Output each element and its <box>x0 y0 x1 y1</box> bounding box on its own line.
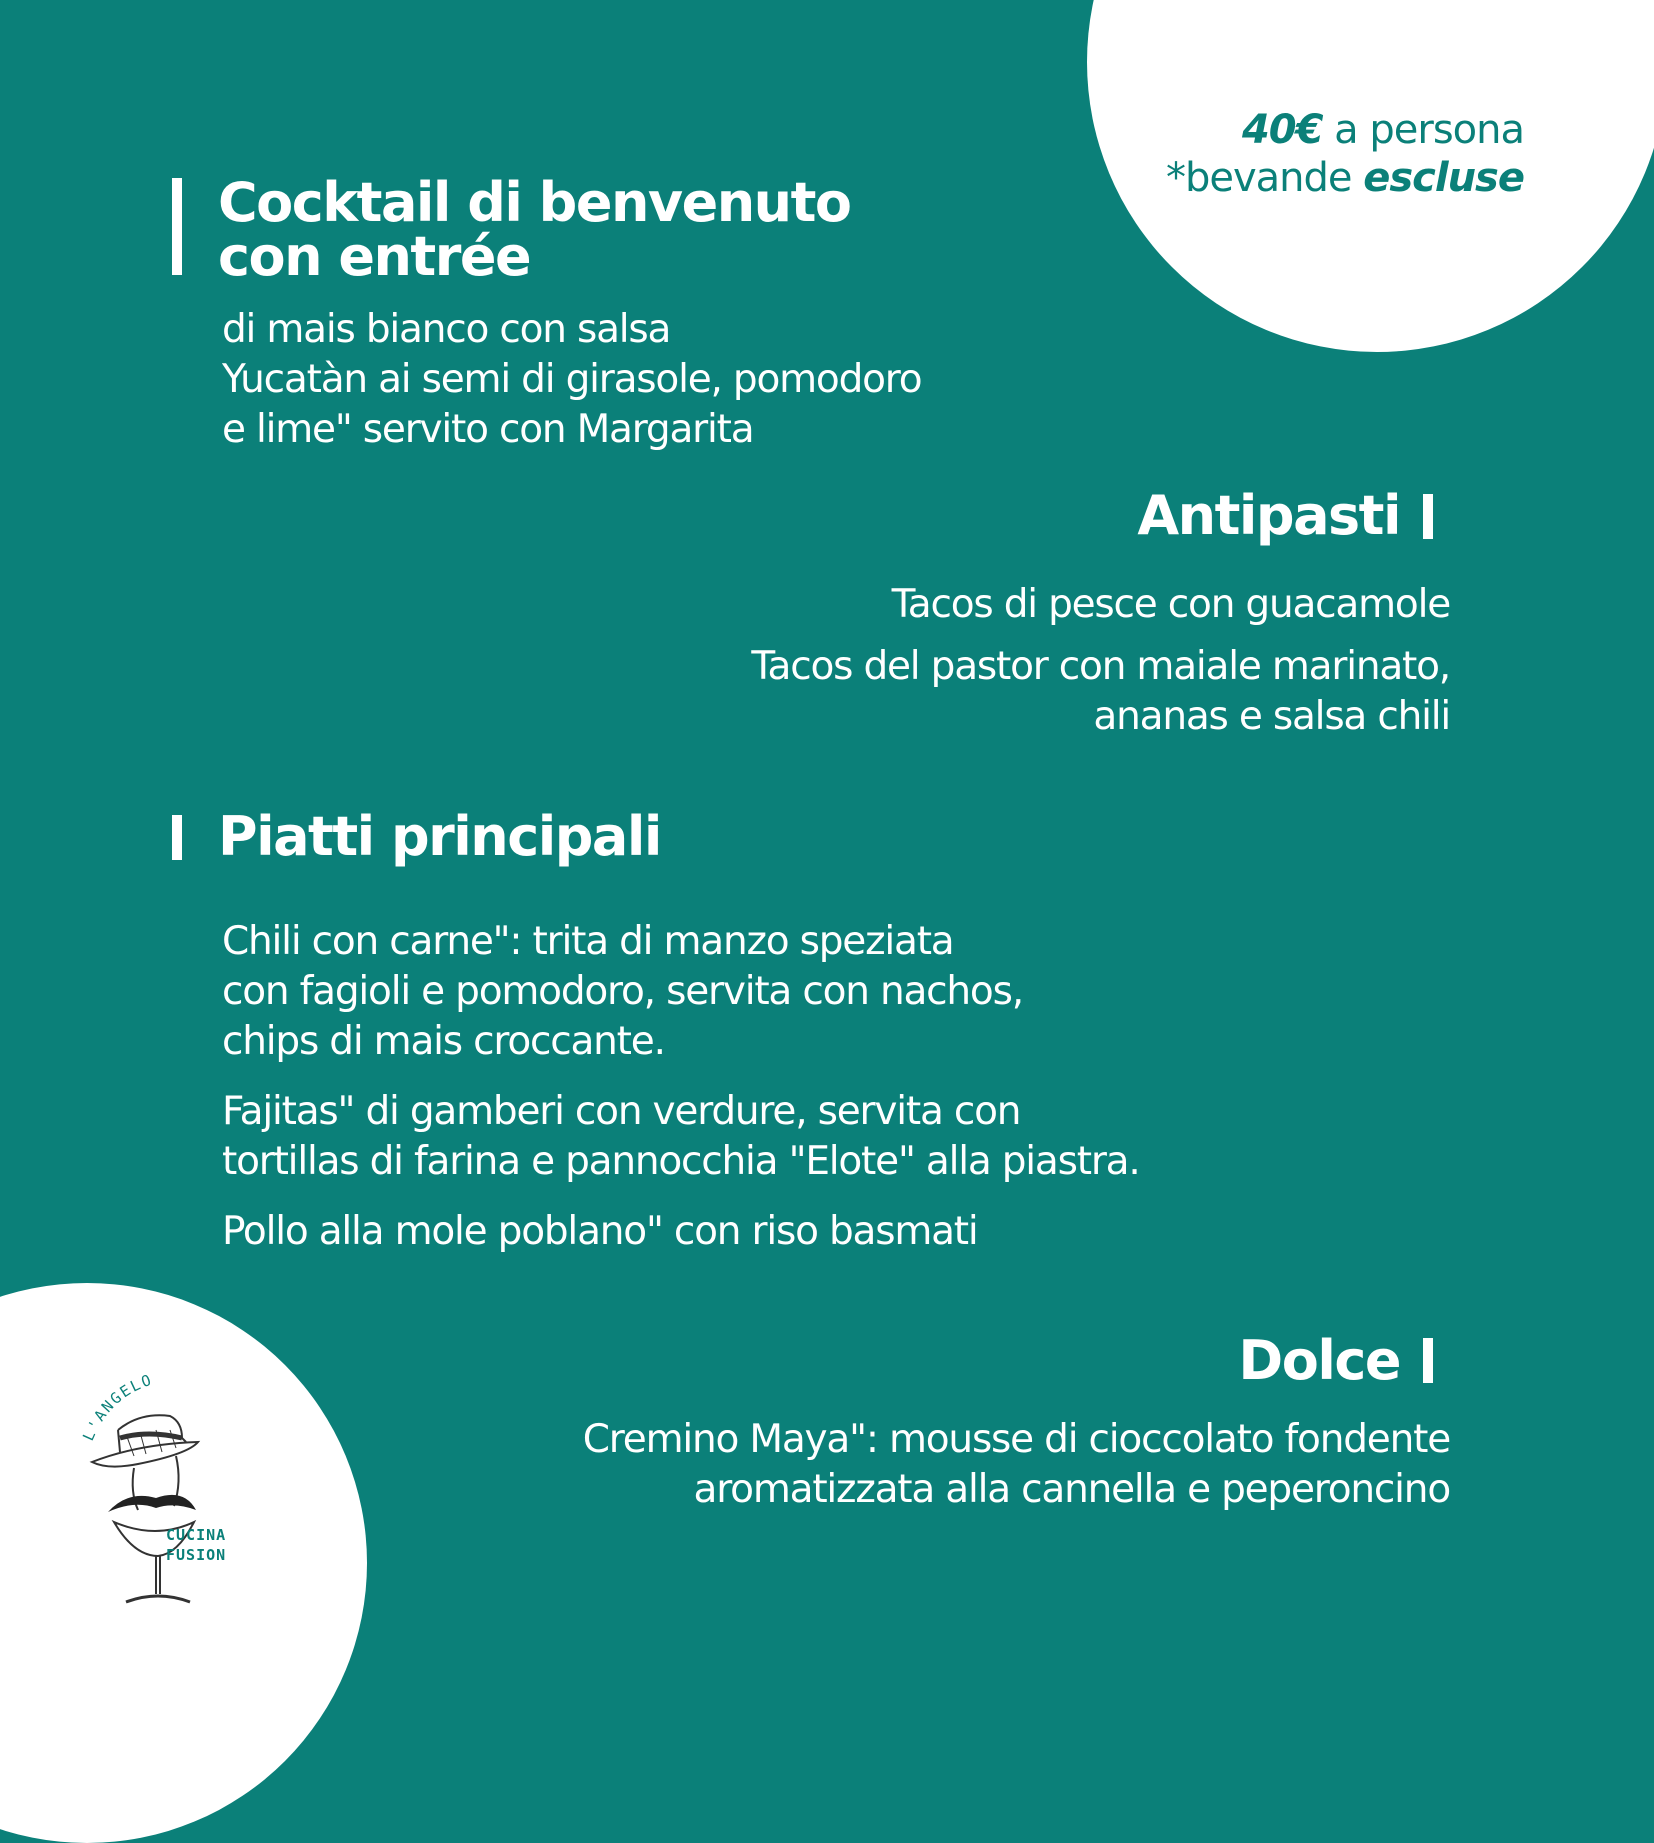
logo-arc-text: L'ANGELO <box>79 1372 156 1444</box>
antipasti-title: Antipasti <box>1137 484 1400 547</box>
section-marker-bar <box>172 815 182 860</box>
piatti-item: con fagioli e pomodoro, servita con nachos, <box>222 969 1023 1014</box>
piatti-item: Fajitas" di gamberi con verdure, servita con <box>222 1089 1021 1134</box>
hat-mustache-glass-icon <box>78 1372 258 1612</box>
price-amount: 40€ <box>1241 107 1323 153</box>
dolce-description <box>583 1415 1450 1515</box>
section-marker-bar <box>1423 494 1433 539</box>
piatti-items <box>222 917 1140 1257</box>
cocktail-description <box>222 305 921 455</box>
antipasti-item: Tacos del pastor con maiale marinato, <box>751 644 1450 689</box>
price-note <box>1166 106 1524 202</box>
price-per-person: a persona <box>1322 107 1524 153</box>
piatti-title: Piatti principali <box>218 805 661 868</box>
drinks-excluded: escluse <box>1363 155 1524 201</box>
cocktail-line: e lime" servito con Margarita <box>222 407 754 452</box>
piatti-item: chips di mais croccante. <box>222 1019 665 1064</box>
restaurant-logo <box>78 1372 258 1612</box>
piatti-item: Pollo alla mole poblano" con riso basmati <box>222 1209 978 1254</box>
cocktail-line: di mais bianco con salsa <box>222 307 671 352</box>
piatti-item: Chili con carne": trita di manzo speziata <box>222 919 954 964</box>
dolce-line: Cremino Maya": mousse di cioccolato fondente <box>582 1417 1450 1462</box>
cocktail-title-line1: Cocktail di benvenuto <box>218 171 851 234</box>
cocktail-title-line2: con entrée <box>218 225 531 288</box>
drinks-prefix: *bevande <box>1165 155 1364 201</box>
section-marker-bar <box>172 178 182 275</box>
cocktail-line: Yucatàn ai semi di girasole, pomodoro <box>222 357 922 402</box>
section-marker-bar <box>1423 1338 1433 1383</box>
antipasti-item: Tacos di pesce con guacamole <box>891 582 1450 627</box>
logo-line2: FUSION <box>166 1546 227 1564</box>
piatti-item: tortillas di farina e pannocchia "Elote" alla piastra. <box>222 1139 1140 1184</box>
dolce-line: aromatizzata alla cannella e peperoncino <box>693 1467 1450 1512</box>
cocktail-heading <box>218 171 851 288</box>
dolce-title: Dolce <box>1238 1329 1400 1392</box>
antipasti-item: ananas e salsa chili <box>1093 694 1450 739</box>
logo-line1: CUCINA <box>166 1526 227 1544</box>
antipasti-items <box>751 580 1450 742</box>
